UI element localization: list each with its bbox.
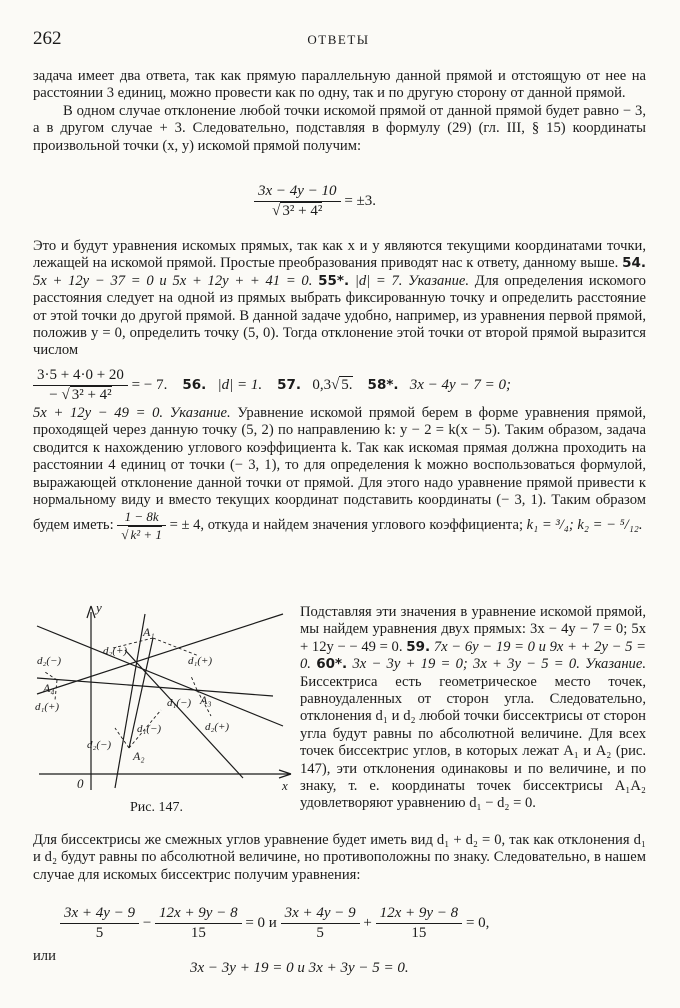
hint-label: Указание. xyxy=(408,272,470,289)
point-a2-label: A₂ xyxy=(133,749,145,763)
paragraph-4: 5x + 12y − 49 = 0. Указание. Уравнение искомой прямой берем в форме уравнения прямой, проходящей через данную точку (5, 2) по направлению k: y − 2 = k(x − 5). Таким образом, задача сводится к нахождению углового коэффициента k. Так как искомая прямая должна проходить на расстоянии 4 единиц от точки (− 3, 1), то для определения k можно воспользоваться формулой, выражающей отклонение данной точки от прямой. Для этого надо уравнение прямой привести к нормальному виду и вместо текущих координат подставить координаты (− 3, 1). Таким образом будем иметь: $\frac{1 - 8k}{\text{√ k² + 1}}$ = ± 4, откуда и найдем значения углового коэффициента; k₁ = ³/₄; k₂ = − ⁵/₁₂. xyxy=(33,405,646,543)
equation-line-2: $\frac{3\cdot 5 + 4\cdot 0 + 20}{\text{− √ 3² + 4²}}$ = − 7. 56. |d| = 1. 57. 0,3√ 5. 58*. 3x − 4y − 7 = 0; xyxy=(33,367,511,404)
running-title: ОТВЕТЫ xyxy=(307,32,370,47)
d1-minus-low-label: d₁(−) xyxy=(137,723,162,735)
text-block-top xyxy=(33,68,646,155)
equation-1-rhs: = ±3. xyxy=(344,192,377,209)
answer-number-55: 55*. xyxy=(318,272,350,289)
answer-number-54: 54. xyxy=(622,255,646,272)
page-header xyxy=(33,28,644,52)
bisector-a3a4 xyxy=(37,678,273,696)
paragraph-5: Подставляя эти значения в уравнение искомой прямой, мы найдем уравнения двух прямых: 3x − 4y − 7 = 0; 5x + 12y − − 49 = 0. 59. 7x − 6y − 19 = 0 и 9x + + 2y − 5 = 0. 60*. 3x − 3y + 19 = 0; 3x + 3y − 5 = 0. Указание. Биссектриса есть геометрическое место точек, равноудаленных от сторон угла. Следовательно, отклонения d₁ и d₂ любой точки биссектрисы от сторон угла будут равны по абсолютной величине. Для всех точек биссектрис углов, в которых лежат A₁ и A₂ (рис. 147), эти отклонения одинаковы и по величине, и по знаку, т. е. координаты точек биссектрисы A₁A₂ удовлетворяют уравнению d₁ − d₂ = 0. xyxy=(300,604,647,812)
slope-fraction: $\frac{1 - 8k}{\text{√ k² + 1}}$ xyxy=(117,509,166,542)
figure-caption: Рис. 147. xyxy=(130,800,183,815)
equation-2-fraction xyxy=(33,367,128,404)
answer-number-56: 56. xyxy=(182,376,207,393)
equation-2-denominator: − √ 3² + 4² xyxy=(49,387,112,403)
paragraph-6: Для биссектрисы же смежных углов уравнение будет иметь вид d₁ + d₂ = 0, так как отклонения d₁ и d₂ будут равны по абсолютной величине, но противоположны по знаку. Следовательно, в нашем случае для искомых биссектрис получим уравнения: xyxy=(33,832,646,883)
line-1 xyxy=(37,614,283,694)
paragraph-3: Это и будут уравнения искомых прямых, так как x и y являются текущими координатами точки, лежащей на искомой прямой. Простые преобразования приводят нас к ответу, данному выше. 54. 5x + 12y − 37 = 0 и 5x + 12y + + 41 = 0. 55*. |d| = 7. Указание. Для определения искомого расстояния следует на одной из прямых выбрать фиксированную точку и определить расстояние от этой точки до другой прямой. В данной задаче удобно, например, из уравнения первой прямой, положив y = 0, определить точку (5, 0). Тогда отклонение этой точки от второй прямой выразится числом xyxy=(33,238,646,359)
point-a4-label: A₄ xyxy=(43,681,55,695)
paragraph-1: задача имеет два ответа, так как прямую параллельную данной прямой и отстоящую от нее на расстоянии 3 единиц, можно провести как по одну, так и по другую сторону от данной прямой. xyxy=(33,68,646,102)
equation-1-denominator: √ 3² + 4² xyxy=(272,203,323,219)
d1-plus-left-label: d₁(+) xyxy=(35,701,60,713)
equation-1-fraction xyxy=(254,183,341,220)
d2-minus-low-label: d₂(−) xyxy=(87,739,112,751)
equation-4: 3x − 3y + 19 = 0 и 3x + 3y − 5 = 0. xyxy=(190,960,409,976)
answer-number-58: 58*. xyxy=(367,376,399,393)
answer-number-59: 59. xyxy=(406,638,431,655)
hint-label: Указание. xyxy=(169,405,231,421)
text-block-answers-54-55 xyxy=(33,238,646,360)
d2-plus-label: d₂(+) xyxy=(103,645,128,657)
equation-1 xyxy=(254,183,376,220)
y-axis-label: y xyxy=(96,600,102,615)
point-a1-label: A₁ xyxy=(143,625,155,639)
answer-number-60: 60*. xyxy=(316,656,348,673)
figure-147 xyxy=(33,598,295,794)
equation-3: $\frac{3x + 4y - 9}{5}$ − $\frac{12x + 9y - 8}{15}$ = 0 и $\frac{3x + 4y - 9}{5}$ + $\frac{12x + 9y - 8}{15}$ = 0, xyxy=(60,905,489,942)
page-number: 262 xyxy=(33,28,62,49)
d2-minus-label: d₂(−) xyxy=(37,655,62,667)
slope-values: k₁ = ³/₄; k₂ = − ⁵/₁₂. xyxy=(526,517,643,534)
text-block-answer-58 xyxy=(33,405,646,542)
text-block-bisectors xyxy=(33,832,646,884)
paragraph-2: В одном случае отклонение любой точки искомой прямой от данной прямой будет равно − 3, а в другом случае + 3. Следовательно, подставляя в формулу (29) (гл. III, § 15) координаты произвольной точки (x, y) искомой прямой получим: xyxy=(33,102,646,154)
perp-d1-left xyxy=(55,680,57,700)
hint-label: Указание. xyxy=(585,656,646,673)
point-a3-label: A₃ xyxy=(200,693,212,707)
d2-plus-right-label: d₂(+) xyxy=(205,721,230,733)
word-or: или xyxy=(33,948,56,964)
equation-1-numerator: 3x − 4y − 10 xyxy=(254,183,341,202)
x-axis-label: x xyxy=(282,778,288,793)
equation-2-numerator: 3·5 + 4·0 + 20 xyxy=(33,367,128,386)
d1-plus-label: d₁(+) xyxy=(188,655,213,667)
perp-d1-top xyxy=(153,638,199,656)
perp-d1-right xyxy=(191,676,197,690)
d1-minus-label: d₁(−) xyxy=(167,697,192,709)
answer-number-57: 57. xyxy=(277,376,302,393)
text-block-beside-figure xyxy=(300,604,646,813)
origin-label: 0 xyxy=(77,776,84,791)
